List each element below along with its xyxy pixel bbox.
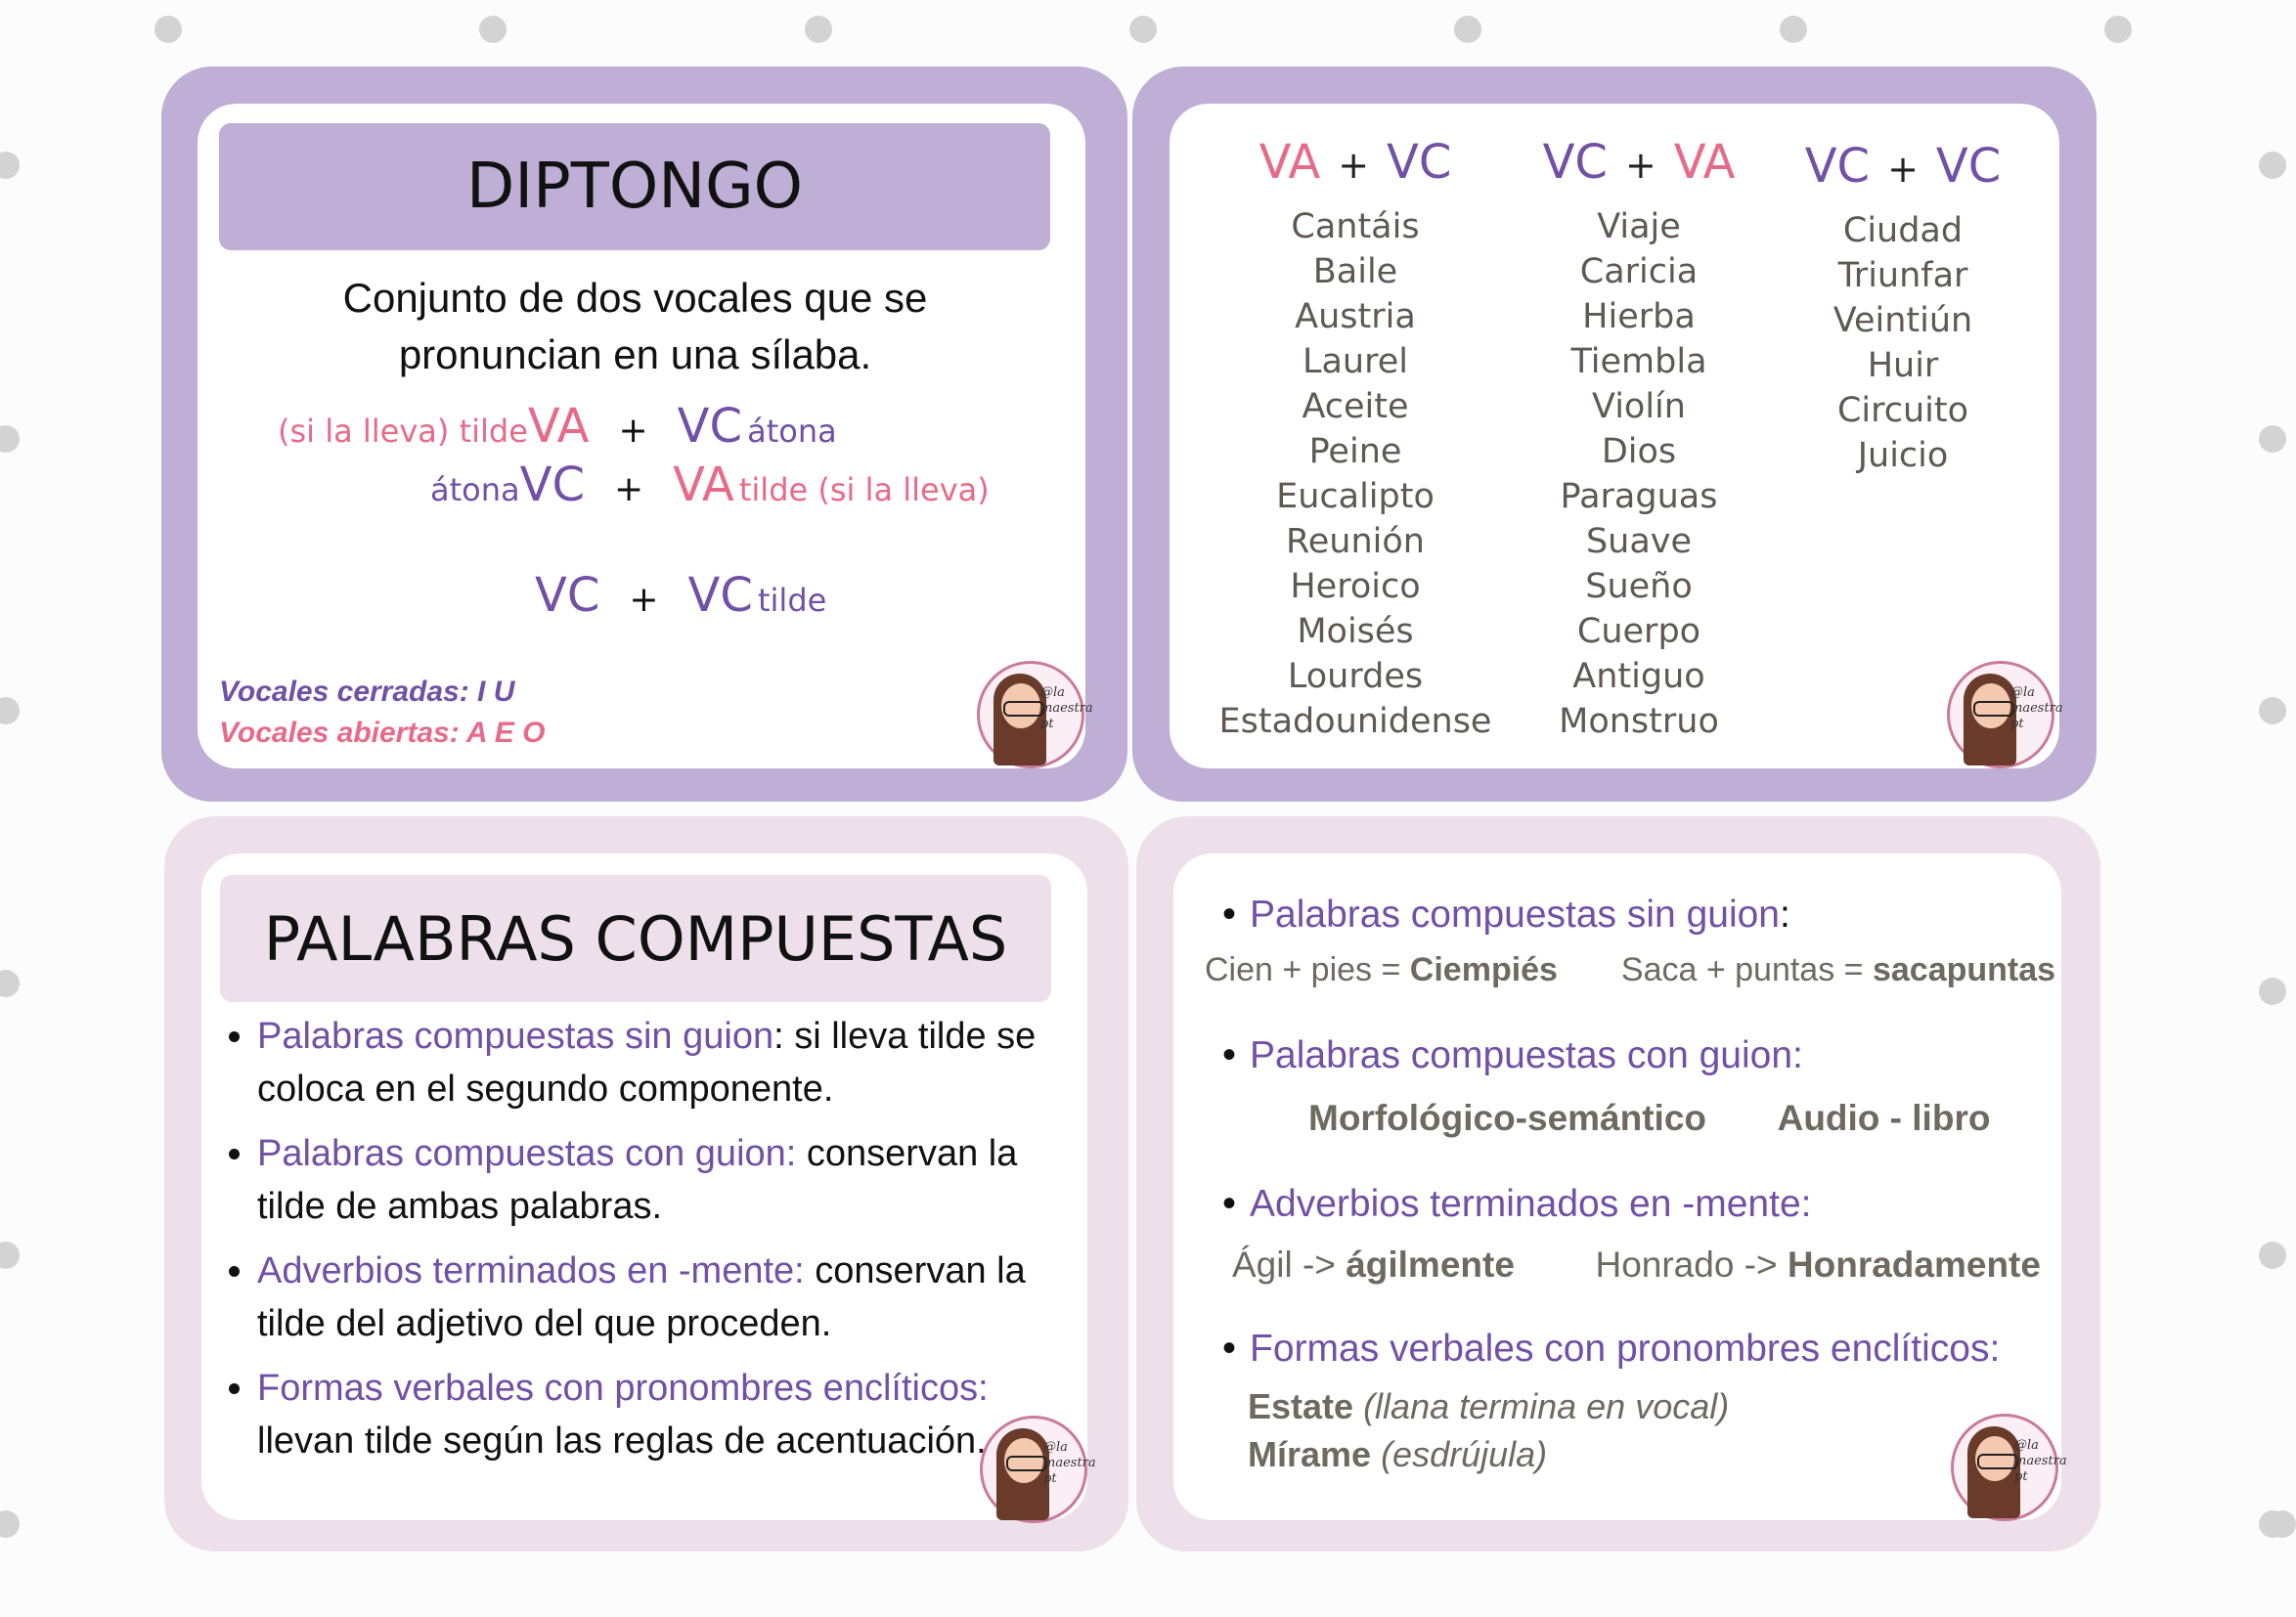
column-vc-va-words [1492, 204, 1786, 744]
formula-vc-vc [535, 568, 826, 623]
example-heading-con-guion [1222, 1033, 1803, 1077]
example-word: Sueño [1585, 567, 1693, 606]
card-compuestas-body [201, 853, 1096, 1520]
rule-formas-enclitics [257, 1362, 1059, 1467]
example-text: Saca + puntas = [1620, 951, 1873, 988]
example-word: Paraguas [1560, 477, 1718, 516]
header-vc: VC [1804, 139, 1871, 194]
example-word: Estadounidense [1218, 702, 1492, 741]
example-word: Reunión [1286, 522, 1425, 561]
example-result: Ciempiés [1409, 951, 1558, 988]
example-word: Cantáis [1291, 207, 1420, 246]
avatar-handle: @la maestra pt [2010, 685, 2063, 731]
heading-text: Formas verbales con pronombres enclíticos: [1250, 1328, 2001, 1370]
example-word: Moisés [1297, 612, 1414, 651]
header-vc: VC [1542, 135, 1608, 190]
diptongo-title-bar [219, 123, 1050, 250]
rule-text: conservan la tilde del adjetivo del que proceden. [257, 1250, 1026, 1344]
rule-con-guion [257, 1127, 1059, 1233]
column-va-vc [1209, 133, 1502, 744]
card-diptongo-examples [1132, 66, 2097, 802]
example-word: Caricia [1579, 252, 1699, 291]
heading-colon: : [1780, 894, 1790, 936]
header-vc: VC [1387, 135, 1452, 190]
example-note: (esdrújula) [1371, 1434, 1548, 1474]
definition-line-2: pronuncian en una sílaba. [398, 331, 872, 377]
example-word: Baile [1312, 252, 1398, 291]
example-word: Hierba [1582, 297, 1696, 336]
rule-heading: Formas verbales con pronombres enclíticos: [257, 1368, 989, 1409]
example-word: Veintiún [1832, 301, 1973, 340]
definition-line-1: Conjunto de dos vocales que se [342, 275, 928, 321]
column-vc-vc-words [1756, 208, 2050, 478]
example-word: Huir [1867, 346, 1939, 385]
avatar-handle: @la maestra pt [1043, 1440, 1096, 1486]
example-row-sin-guion [1205, 951, 2055, 989]
formula-2-prefix: átona [430, 471, 520, 508]
example-note: (llana termina en vocal) [1353, 1386, 1730, 1426]
rule-text: conservan la tilde de ambas palabras. [257, 1133, 1018, 1227]
example-word: Juicio [1857, 436, 1949, 475]
rule-heading: Palabras compuestas con guion: [257, 1133, 797, 1174]
example-result: Honradamente [1787, 1245, 2041, 1285]
column-va-vc-words [1209, 204, 1502, 744]
plus-sign: + [618, 411, 648, 451]
author-avatar [977, 661, 1093, 768]
formula-3-suffix: tilde [757, 582, 827, 619]
example-word: Aceite [1302, 387, 1409, 426]
formula-1-vc: VC [677, 399, 743, 454]
example-result: Estate [1248, 1386, 1354, 1426]
example-word: Tiembla [1570, 342, 1707, 381]
example-heading-adverbios [1222, 1182, 1811, 1226]
example-result: Audio - libro [1777, 1098, 1991, 1138]
formula-3-vc-a: VC [535, 568, 600, 623]
example-result: Mírame [1248, 1434, 1372, 1474]
formula-2-vc: VC [519, 458, 585, 512]
author-avatar [1947, 661, 2063, 768]
formula-1-suffix: átona [747, 413, 837, 450]
example-word: Laurel [1302, 342, 1408, 381]
rule-sin-guion [257, 1010, 1059, 1115]
plus-sign: + [629, 580, 659, 620]
diptongo-definition [198, 270, 1073, 383]
rule-heading: Adverbios terminados en -mente: [257, 1250, 805, 1291]
column-vc-vc [1756, 137, 2050, 478]
card-compuestas-examples [1136, 816, 2100, 1551]
example-word: Suave [1585, 522, 1693, 561]
example-word: Lourdes [1287, 657, 1424, 696]
example-text: Cien + pies = [1205, 951, 1410, 988]
diptongo-title: DIPTONGO [465, 151, 804, 223]
author-avatar [980, 1416, 1096, 1523]
formula-3-vc-b: VC [687, 568, 753, 623]
rule-text: llevan tilde según las reglas de acentuación. [257, 1420, 987, 1462]
example-row-estate [1248, 1386, 1729, 1427]
example-row-con-guion [1308, 1098, 1990, 1139]
header-va: VA [1673, 135, 1736, 190]
example-word: Heroico [1290, 567, 1421, 606]
example-result: sacapuntas [1872, 951, 2056, 988]
column-vc-va [1492, 133, 1786, 744]
plus-sign: + [1338, 144, 1370, 187]
example-word: Viaje [1597, 207, 1681, 246]
plus-sign: + [1887, 148, 1919, 191]
avatar-handle: @la maestra pt [1040, 685, 1093, 731]
header-vc: VC [1935, 139, 2002, 194]
example-row-adverbios [1232, 1245, 2041, 1286]
example-word: Ciudad [1842, 211, 1964, 250]
example-text: Ágil -> [1232, 1245, 1347, 1285]
avatar-handle: @la maestra pt [2014, 1438, 2067, 1484]
formula-1-prefix: (si la lleva) tilde [278, 413, 528, 450]
example-result: ágilmente [1346, 1245, 1515, 1285]
formula-2-va: VA [673, 458, 734, 512]
example-heading-enclitics [1222, 1327, 2000, 1371]
example-word: Cuerpo [1576, 612, 1701, 651]
heading-text: Palabras compuestas sin guion [1250, 894, 1780, 936]
example-word: Monstruo [1559, 702, 1719, 741]
plus-sign: + [1624, 144, 1656, 187]
closed-vowels-note: Vocales cerradas: I U [219, 676, 515, 708]
rule-adverbios-mente [257, 1245, 1059, 1350]
formula-2-suffix: tilde (si la lleva) [738, 471, 990, 508]
example-word: Austria [1295, 297, 1416, 336]
example-word: Circuito [1836, 391, 1969, 430]
header-va: VA [1258, 135, 1321, 190]
card-compuestas-examples-body [1173, 853, 2067, 1520]
formula-va-vc [278, 399, 837, 454]
card-examples-body [1170, 104, 2063, 768]
example-word: Antiguo [1572, 657, 1705, 696]
example-word: Peine [1308, 432, 1402, 471]
compuestas-title: PALABRAS COMPUESTAS [263, 902, 1008, 975]
example-row-mirame [1248, 1434, 1547, 1475]
compuestas-rules-list [220, 1010, 1059, 1479]
card-diptongo-body [198, 104, 1093, 768]
rule-heading: Palabras compuestas sin guion [257, 1016, 774, 1057]
formula-vc-va [430, 458, 990, 512]
example-word: Dios [1601, 432, 1677, 471]
open-vowels-note: Vocales abiertas: A E O [219, 717, 546, 749]
heading-text: Palabras compuestas con guion: [1250, 1034, 1803, 1076]
example-word: Triunfar [1837, 256, 1968, 295]
example-heading-sin-guion [1222, 893, 1790, 937]
example-word: Eucalipto [1276, 477, 1435, 516]
heading-text: Adverbios terminados en -mente: [1250, 1183, 1812, 1225]
card-diptongo [161, 66, 1127, 802]
example-text: Honrado -> [1595, 1245, 1788, 1285]
formula-1-va: VA [527, 399, 590, 454]
author-avatar [1951, 1414, 2067, 1521]
plus-sign: + [613, 469, 644, 509]
example-result: Morfológico-semántico [1308, 1098, 1707, 1138]
rule-text: : si lleva tilde se coloca en el segundo componente. [257, 1016, 1037, 1110]
compuestas-title-bar [220, 875, 1051, 1002]
card-palabras-compuestas [164, 816, 1128, 1551]
example-word: Violín [1592, 387, 1686, 426]
